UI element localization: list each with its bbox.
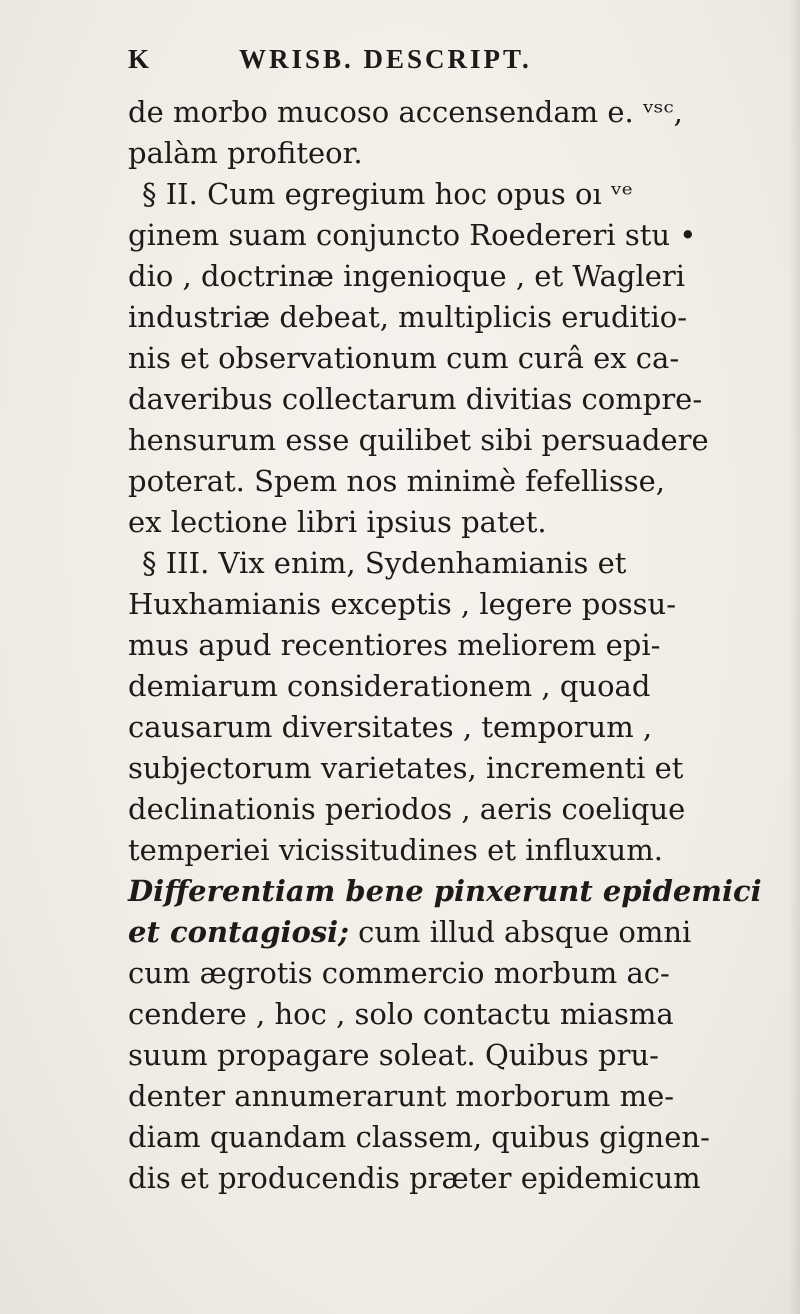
page-edge-shadow [788,0,800,1314]
section-heading-line: § III. Vix enim, Sydenhamianis et [142,546,627,580]
text-line: ex lectione libri ipsius patet. [128,505,547,539]
text-line: denter annumerarunt morborum me- [128,1079,675,1113]
text-line: suum propagare soleat. Quibus pru- [128,1038,659,1072]
text-line: de morbo mucoso accensendam e. ᵛˢᶜ, [128,95,683,129]
body-text [128,92,762,1199]
text-line: industriæ debeat, multiplicis eruditio- [128,300,688,334]
running-head [128,44,708,84]
text-line: declinationis periodos , aeris coelique [128,792,686,826]
italic-phrase: et contagiosi; [128,915,349,949]
text-line: ginem suam conjuncto Roedereri stu • [128,218,697,252]
text-line: cum ægrotis commercio morbum ac- [128,956,670,990]
signature-mark: K [128,44,153,74]
text-line: dio , doctrinæ ingenioque , et Wagleri [128,259,686,293]
section-heading-line: § II. Cum egregium hoc opus oı ᵛᵉ [142,177,634,211]
text-line: diam quandam classem, quibus gignen- [128,1120,710,1154]
text-line: palàm profiteor. [128,136,363,170]
roman-phrase: cum illud absque omni [348,915,692,949]
text-line: daveribus collectarum divitias compre- [128,382,703,416]
text-line: subjectorum varietates, incrementi et [128,751,684,785]
text-line: demiarum considerationem , quoad [128,669,651,703]
italic-phrase: Differentiam bene pinxerunt epidemici [128,874,762,908]
text-line: dis et producendis præter epidemicum [128,1161,701,1195]
italic-text-line [128,871,762,912]
text-line: Huxhamianis exceptis , legere possu- [128,587,677,621]
running-title: WRISB. DESCRIPT. [239,44,532,74]
text-line: hensurum esse quilibet sibi persuadere [128,423,709,457]
text-line: causarum diversitates , temporum , [128,710,653,744]
text-line: mus apud recentiores meliorem epi- [128,628,661,662]
text-line: poterat. Spem nos minimè fefellisse, [128,464,665,498]
text-line: temperiei vicissitudines et influxum. [128,833,663,867]
text-line: nis et observationum cum curâ ex ca- [128,341,680,375]
mixed-text-line [128,912,723,953]
text-line: cendere , hoc , solo contactu miasma [128,997,674,1031]
